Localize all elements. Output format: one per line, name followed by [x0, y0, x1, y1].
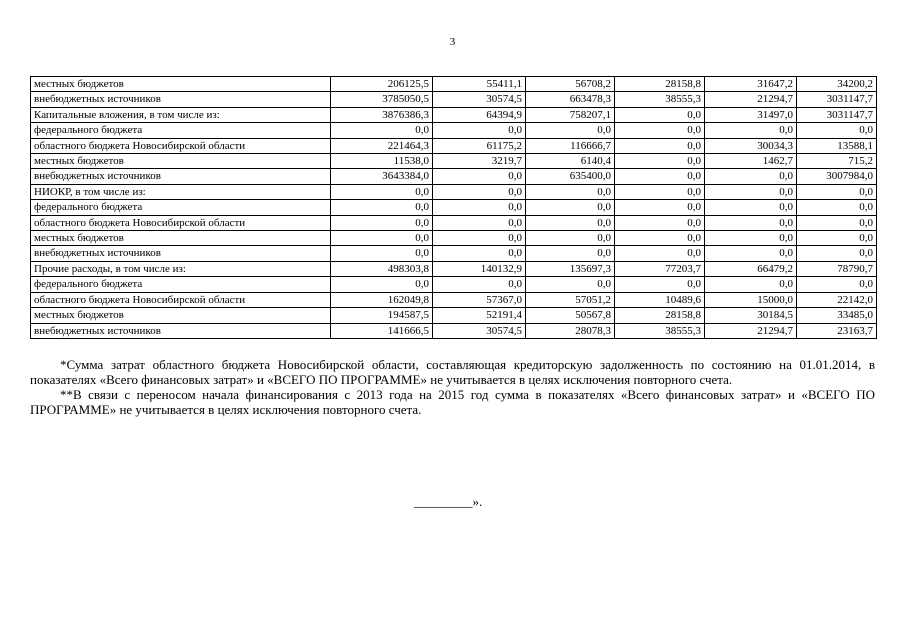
- value-cell: 30034,3: [705, 138, 797, 153]
- row-label: внебюджетных источников: [31, 92, 331, 107]
- value-cell: 0,0: [615, 246, 705, 261]
- table-row: [31, 184, 877, 199]
- value-cell: 0,0: [615, 200, 705, 215]
- value-cell: 38555,3: [615, 323, 705, 338]
- table-row: [31, 200, 877, 215]
- value-cell: 715,2: [797, 154, 877, 169]
- value-cell: 23163,7: [797, 323, 877, 338]
- table-row: [31, 123, 877, 138]
- value-cell: 0,0: [797, 123, 877, 138]
- table-row: [31, 231, 877, 246]
- value-cell: 0,0: [615, 123, 705, 138]
- value-cell: 0,0: [331, 184, 433, 199]
- value-cell: 0,0: [526, 200, 615, 215]
- row-label: Прочие расходы, в том числе из:: [31, 261, 331, 276]
- table-row: [31, 277, 877, 292]
- value-cell: 0,0: [526, 246, 615, 261]
- value-cell: 0,0: [433, 123, 526, 138]
- value-cell: 0,0: [615, 277, 705, 292]
- value-cell: 28078,3: [526, 323, 615, 338]
- row-label: федерального бюджета: [31, 200, 331, 215]
- value-cell: 55411,1: [433, 77, 526, 92]
- value-cell: 21294,7: [705, 92, 797, 107]
- page-number: 3: [449, 36, 456, 48]
- table-row: [31, 261, 877, 276]
- value-cell: 140132,9: [433, 261, 526, 276]
- row-label: НИОКР, в том числе из:: [31, 184, 331, 199]
- value-cell: 6140,4: [526, 154, 615, 169]
- table-row: [31, 77, 877, 92]
- table-row: [31, 107, 877, 122]
- value-cell: 0,0: [433, 246, 526, 261]
- table-row: [31, 246, 877, 261]
- value-cell: 28158,8: [615, 308, 705, 323]
- value-cell: 0,0: [705, 184, 797, 199]
- budget-table-body: [31, 77, 877, 339]
- value-cell: 30184,5: [705, 308, 797, 323]
- value-cell: 3876386,3: [331, 107, 433, 122]
- value-cell: 50567,8: [526, 308, 615, 323]
- value-cell: 0,0: [331, 123, 433, 138]
- value-cell: 0,0: [705, 277, 797, 292]
- value-cell: 0,0: [433, 184, 526, 199]
- value-cell: 135697,3: [526, 261, 615, 276]
- value-cell: 0,0: [705, 246, 797, 261]
- value-cell: 162049,8: [331, 292, 433, 307]
- value-cell: 11538,0: [331, 154, 433, 169]
- row-label: местных бюджетов: [31, 231, 331, 246]
- value-cell: 78790,7: [797, 261, 877, 276]
- row-label: федерального бюджета: [31, 277, 331, 292]
- value-cell: 0,0: [705, 169, 797, 184]
- value-cell: 0,0: [705, 123, 797, 138]
- value-cell: 22142,0: [797, 292, 877, 307]
- table-row: [31, 169, 877, 184]
- row-label: местных бюджетов: [31, 77, 331, 92]
- row-label: областного бюджета Новосибирской области: [31, 292, 331, 307]
- value-cell: 0,0: [526, 215, 615, 230]
- value-cell: 0,0: [433, 215, 526, 230]
- row-label: внебюджетных источников: [31, 169, 331, 184]
- value-cell: 0,0: [797, 231, 877, 246]
- value-cell: 0,0: [331, 200, 433, 215]
- value-cell: 38555,3: [615, 92, 705, 107]
- value-cell: 0,0: [615, 215, 705, 230]
- table-row: [31, 92, 877, 107]
- value-cell: 0,0: [615, 107, 705, 122]
- row-label: местных бюджетов: [31, 308, 331, 323]
- value-cell: 635400,0: [526, 169, 615, 184]
- table-row: [31, 323, 877, 338]
- footnote-financing-shift: **В связи с переносом начала финансирования с 2013 года на 2015 год сумма в показателях «Всего финансовых затрат» и «ВСЕГО ПО ПРОГРАММЕ» не учитывается в целях исключения повторного счета.: [30, 387, 875, 417]
- value-cell: 0,0: [433, 200, 526, 215]
- value-cell: 0,0: [615, 154, 705, 169]
- value-cell: 194587,5: [331, 308, 433, 323]
- value-cell: 0,0: [433, 277, 526, 292]
- value-cell: 0,0: [526, 123, 615, 138]
- footnotes: [30, 357, 875, 417]
- row-label: областного бюджета Новосибирской области: [31, 215, 331, 230]
- value-cell: 30574,5: [433, 92, 526, 107]
- value-cell: 15000,0: [705, 292, 797, 307]
- value-cell: 498303,8: [331, 261, 433, 276]
- footnote-creditor-debt: *Сумма затрат областного бюджета Новосибирской области, составляющая кредиторскую задолженность по состоянию на 01.01.2014, в показателях «Всего финансовых затрат» и «ВСЕГО ПО ПРОГРАММЕ» не учитывается в целях исключения повторного счета.: [30, 357, 875, 387]
- value-cell: 758207,1: [526, 107, 615, 122]
- value-cell: 0,0: [331, 231, 433, 246]
- row-label: внебюджетных источников: [31, 246, 331, 261]
- value-cell: 0,0: [797, 184, 877, 199]
- value-cell: 0,0: [615, 169, 705, 184]
- value-cell: 61175,2: [433, 138, 526, 153]
- value-cell: 13588,1: [797, 138, 877, 153]
- value-cell: 0,0: [797, 200, 877, 215]
- row-label: федерального бюджета: [31, 123, 331, 138]
- value-cell: 0,0: [797, 246, 877, 261]
- value-cell: 3007984,0: [797, 169, 877, 184]
- value-cell: 0,0: [433, 231, 526, 246]
- value-cell: 3785050,5: [331, 92, 433, 107]
- value-cell: 0,0: [615, 231, 705, 246]
- value-cell: 3219,7: [433, 154, 526, 169]
- table-row: [31, 215, 877, 230]
- value-cell: 116666,7: [526, 138, 615, 153]
- value-cell: 31647,2: [705, 77, 797, 92]
- table-row: [31, 138, 877, 153]
- value-cell: 56708,2: [526, 77, 615, 92]
- row-label: местных бюджетов: [31, 154, 331, 169]
- value-cell: 0,0: [526, 231, 615, 246]
- value-cell: 1462,7: [705, 154, 797, 169]
- value-cell: 3031147,7: [797, 107, 877, 122]
- value-cell: 30574,5: [433, 323, 526, 338]
- value-cell: 206125,5: [331, 77, 433, 92]
- value-cell: 31497,0: [705, 107, 797, 122]
- value-cell: 0,0: [433, 169, 526, 184]
- value-cell: 0,0: [705, 215, 797, 230]
- value-cell: 0,0: [797, 277, 877, 292]
- value-cell: 34200,2: [797, 77, 877, 92]
- value-cell: 3031147,7: [797, 92, 877, 107]
- value-cell: 66479,2: [705, 261, 797, 276]
- value-cell: 0,0: [615, 138, 705, 153]
- table-row: [31, 292, 877, 307]
- table-row: [31, 154, 877, 169]
- value-cell: 33485,0: [797, 308, 877, 323]
- value-cell: 0,0: [331, 277, 433, 292]
- value-cell: 141666,5: [331, 323, 433, 338]
- value-cell: 57051,2: [526, 292, 615, 307]
- value-cell: 57367,0: [433, 292, 526, 307]
- row-label: Капитальные вложения, в том числе из:: [31, 107, 331, 122]
- row-label: областного бюджета Новосибирской области: [31, 138, 331, 153]
- value-cell: 0,0: [615, 184, 705, 199]
- value-cell: 0,0: [331, 246, 433, 261]
- row-label: внебюджетных источников: [31, 323, 331, 338]
- value-cell: 10489,6: [615, 292, 705, 307]
- value-cell: 0,0: [797, 215, 877, 230]
- value-cell: 0,0: [705, 200, 797, 215]
- closing-mark: _________».: [414, 494, 483, 509]
- value-cell: 0,0: [526, 277, 615, 292]
- value-cell: 64394,9: [433, 107, 526, 122]
- value-cell: 0,0: [705, 231, 797, 246]
- value-cell: 0,0: [331, 215, 433, 230]
- budget-table: [30, 76, 877, 339]
- value-cell: 3643384,0: [331, 169, 433, 184]
- table-row: [31, 308, 877, 323]
- value-cell: 77203,7: [615, 261, 705, 276]
- value-cell: 663478,3: [526, 92, 615, 107]
- value-cell: 0,0: [526, 184, 615, 199]
- value-cell: 21294,7: [705, 323, 797, 338]
- value-cell: 221464,3: [331, 138, 433, 153]
- value-cell: 52191,4: [433, 308, 526, 323]
- value-cell: 28158,8: [615, 77, 705, 92]
